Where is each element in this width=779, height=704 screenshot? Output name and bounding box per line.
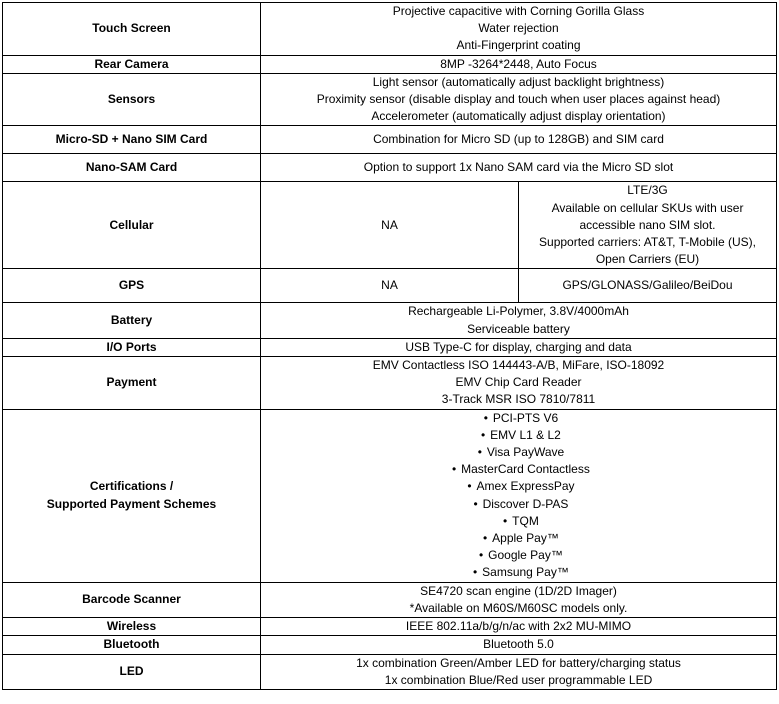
row-value xyxy=(261,126,777,154)
value-line: *Available on M60S/M60SC models only. xyxy=(409,600,628,615)
value-line: 1x combination Blue/Red user programmable LED xyxy=(384,672,653,687)
row-label: Sensors xyxy=(3,73,261,126)
row-label: LED xyxy=(3,654,261,689)
row-label xyxy=(3,409,261,582)
list-item: • Amex ExpressPay xyxy=(265,478,772,495)
row-wireless xyxy=(3,618,777,636)
value-line: Option to support 1x Nano SAM card via the Micro SD slot xyxy=(363,160,674,175)
spec-table xyxy=(2,2,777,690)
row-gps xyxy=(3,269,777,303)
row-value xyxy=(261,654,777,689)
row-label: Barcode Scanner xyxy=(3,582,261,617)
value-line: Supported carriers: AT&T, T-Mobile (US), xyxy=(539,235,756,250)
list-item: • Apple Pay™ xyxy=(265,530,772,547)
list-item: • Discover D-PAS xyxy=(265,496,772,513)
row-certifications xyxy=(3,409,777,582)
bullet-icon: • xyxy=(483,410,488,425)
bullet-icon: • xyxy=(467,479,472,494)
bullet-icon: • xyxy=(503,513,508,528)
row-led xyxy=(3,654,777,689)
value-line: Light sensor (automatically adjust backlight brightness) xyxy=(372,74,665,89)
value-line: Open Carriers (EU) xyxy=(595,252,700,267)
row-cellular xyxy=(3,182,777,269)
list-item: • PCI-PTS V6 xyxy=(265,410,772,427)
row-value xyxy=(261,303,777,338)
list-item: • TQM xyxy=(265,513,772,530)
value-line: Serviceable battery xyxy=(467,321,570,336)
row-label: GPS xyxy=(3,269,261,303)
row-nano-sam xyxy=(3,154,777,182)
row-label: Battery xyxy=(3,303,261,338)
value-line: Accelerometer (automatically adjust display orientation) xyxy=(371,109,666,124)
value-line: Proximity sensor (disable display and touch when user places against head) xyxy=(316,92,721,107)
value-line: 8MP -3264*2448, Auto Focus xyxy=(440,56,597,71)
row-value xyxy=(261,154,777,182)
row-rear-camera xyxy=(3,55,777,73)
row-value xyxy=(261,338,777,356)
bullet-icon: • xyxy=(473,496,478,511)
value-line: Projective capacitive with Corning Gorilla Glass xyxy=(392,4,645,18)
bullet-icon: • xyxy=(479,548,484,563)
list-item: • Google Pay™ xyxy=(265,547,772,564)
row-value xyxy=(261,618,777,636)
list-item: • Samsung Pay™ xyxy=(265,564,772,581)
row-value xyxy=(261,55,777,73)
row-battery xyxy=(3,303,777,338)
value-line: SE4720 scan engine (1D/2D Imager) xyxy=(420,583,617,598)
row-value xyxy=(261,3,777,56)
list-item: • MasterCard Contactless xyxy=(265,461,772,478)
row-label: Cellular xyxy=(3,182,261,269)
value-line: Water rejection xyxy=(478,21,559,36)
row-label: Wireless xyxy=(3,618,261,636)
value-line: Bluetooth 5.0 xyxy=(483,637,554,652)
bullet-icon: • xyxy=(473,565,478,580)
row-value-left: NA xyxy=(261,269,519,303)
row-bluetooth xyxy=(3,636,777,654)
value-line: EMV Chip Card Reader xyxy=(455,375,582,390)
row-label: Bluetooth xyxy=(3,636,261,654)
row-value xyxy=(261,636,777,654)
row-label: Payment xyxy=(3,357,261,410)
row-value-right: GPS/GLONASS/Galileo/BeiDou xyxy=(519,269,777,303)
row-value xyxy=(261,357,777,410)
row-touch-screen xyxy=(3,3,777,56)
row-value-right xyxy=(519,182,777,269)
row-micro-sd xyxy=(3,126,777,154)
bullet-icon: • xyxy=(452,462,457,477)
value-line: Available on cellular SKUs with user xyxy=(551,200,744,215)
value-line: EMV Contactless ISO 144443-A/B, MiFare, ISO-18092 xyxy=(372,358,665,373)
list-item: • Visa PayWave xyxy=(265,444,772,461)
value-line: Rechargeable Li-Polymer, 3.8V/4000mAh xyxy=(408,304,629,319)
row-io-ports xyxy=(3,338,777,356)
certification-list xyxy=(261,409,777,582)
value-line: Combination for Micro SD (up to 128GB) and SIM card xyxy=(373,132,664,147)
row-barcode-scanner xyxy=(3,582,777,617)
bullet-icon: • xyxy=(483,531,488,546)
bullet-icon: • xyxy=(481,427,486,442)
value-line: 1x combination Green/Amber LED for battery/charging status xyxy=(356,655,681,670)
row-payment xyxy=(3,357,777,410)
label-line: Supported Payment Schemes xyxy=(46,496,217,511)
list-item: • EMV L1 & L2 xyxy=(265,427,772,444)
value-line: Anti-Fingerprint coating xyxy=(456,38,581,53)
row-value xyxy=(261,582,777,617)
value-line: IEEE 802.11a/b/g/n/ac with 2x2 MU-MIMO xyxy=(405,619,632,634)
row-label: Touch Screen xyxy=(3,3,261,56)
row-label: Micro-SD + Nano SIM Card xyxy=(3,126,261,154)
row-value-left: NA xyxy=(261,182,519,269)
row-label: Nano-SAM Card xyxy=(3,154,261,182)
value-line: accessible nano SIM slot. xyxy=(579,217,716,232)
row-sensors xyxy=(3,73,777,126)
bullet-icon: • xyxy=(477,445,482,460)
label-line: Certifications / xyxy=(89,479,174,494)
row-label: I/O Ports xyxy=(3,338,261,356)
value-line: 3-Track MSR ISO 7810/7811 xyxy=(441,392,596,407)
value-line: LTE/3G xyxy=(627,183,668,198)
row-label: Rear Camera xyxy=(3,55,261,73)
value-line: USB Type-C for display, charging and data xyxy=(405,339,632,354)
row-value xyxy=(261,73,777,126)
